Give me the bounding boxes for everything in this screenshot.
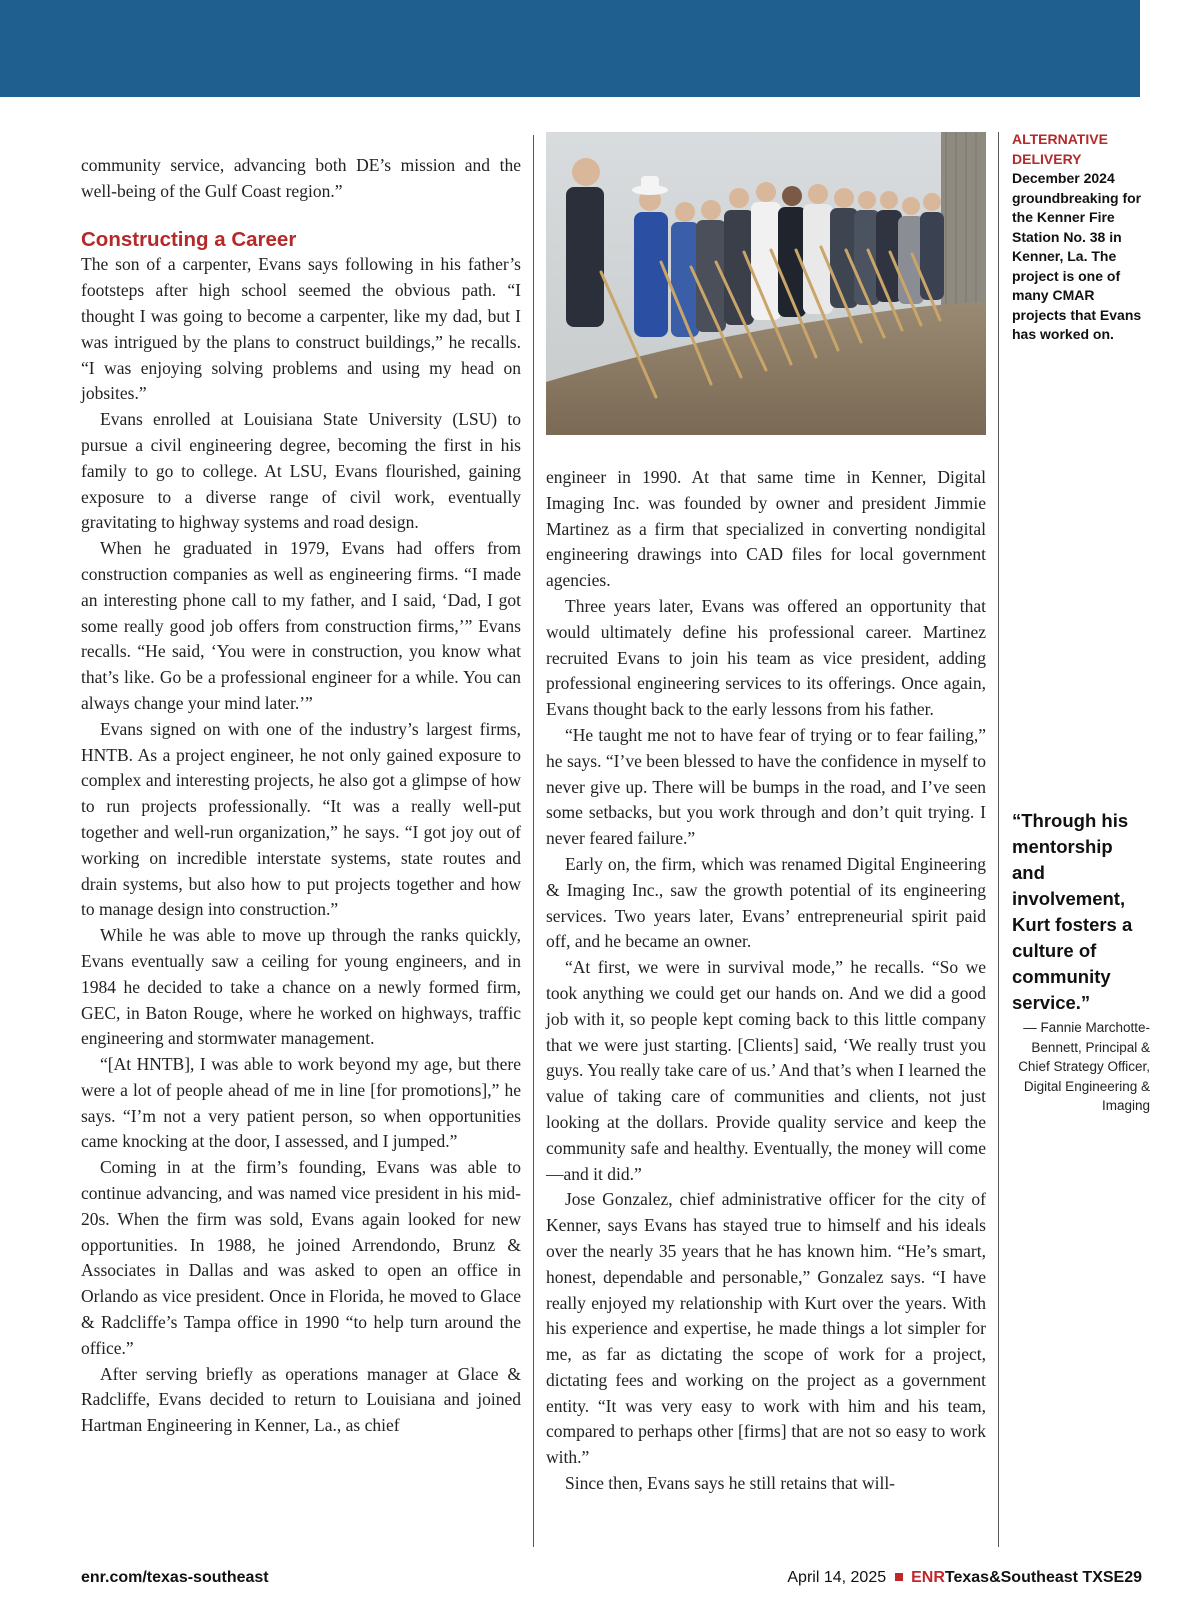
pull-quote-attribution: — Fannie Marchotte-Bennett, Principal & Chief Strategy Officer, Digital Engineering & Imaging: [1018, 1020, 1150, 1113]
article-column-middle: [546, 465, 986, 1497]
square-bullet-icon: [895, 1573, 903, 1581]
photo-caption: [1012, 130, 1150, 345]
photo-illustration: [546, 132, 986, 435]
paragraph: community service, advancing both DE’s mission and the well-being of the Gulf Coast region.”: [81, 155, 521, 201]
paragraph: Evans enrolled at Louisiana State University (LSU) to pursue a civil engineering degree, becoming the first in his family to go to college. At LSU, Evans flourished, gaining exposure to a diverse range of civil work, eventually gravitating to highway systems and road design.: [81, 409, 521, 533]
paragraph: After serving briefly as operations manager at Glace & Radcliffe, Evans decided to return to Louisiana and joined Hartman Engineering in Kenner, La., as chief: [81, 1363, 521, 1436]
paragraph: Since then, Evans says he still retains that will-: [565, 1473, 896, 1494]
footer-folio: [787, 1568, 1142, 1588]
paragraph: engineer in 1990. At that same time in Kenner, Digital Imaging Inc. was founded by owner and president Jimmie Martinez as a firm that specialized in converting nondigital engineering drawings into CAD files for local government agencies.: [546, 467, 986, 591]
caption-text: December 2024 groundbreaking for the Kenner Fire Station No. 38 in Kenner, La. The project is one of many CMAR projects that Evans has worked on.: [1012, 170, 1142, 342]
paragraph: When he graduated in 1979, Evans had offers from construction companies as well as engineering firms. “I made an interesting phone call to my father, and I said, ‘Dad, I got some really good job offers from construction firms,’” Evans recalls. “He said, ‘You were in construction, you know what that’s like. Go be a professional engineer for a while. You can always change your mind later.’”: [81, 538, 521, 713]
paragraph: “He taught me not to have fear of trying or to fear failing,” he says. “I’ve been blessed to have the confidence in myself to never give up. There will be bumps in the road, and I’ve seen some setbacks, but you work through and don’t quit trying. I never feared failure.”: [546, 724, 986, 849]
column-divider: [533, 135, 534, 1547]
paragraph: Coming in at the firm’s founding, Evans was able to continue advancing, and was named vice president in his mid-20s. When the firm was sold, Evans again looked for new opportunities. In 1988, he joined Arrendondo, Brunz & Associates in Dallas and was asked to open an office in Orlando as vice president. Once in Florida, he moved to Glace & Radcliffe’s Tampa office in 1990 “to help turn around the office.”: [81, 1157, 521, 1358]
pull-quote-text: “Through his mentorship and involvement, Kurt fosters a culture of community service.”: [1012, 810, 1133, 1013]
paragraph: Early on, the firm, which was renamed Digital Engineering & Imaging Inc., saw the growth potential of its engineering services. Two years later, Evans’ entrepreneurial spirit paid off, and he became an owner.: [546, 853, 986, 952]
article-column-left: [81, 153, 521, 1439]
header-color-band: [0, 0, 1140, 97]
paragraph: “[At HNTB], I was able to work beyond my age, but there were a lot of people ahead of me in line [for promotions],” he says. “I’m not a very patient person, so when opportunities came knocking at the door, I assessed, and I jumped.”: [81, 1054, 521, 1152]
footer-date: April 14, 2025: [787, 1569, 887, 1586]
footer-url: enr.com/texas-southeast: [81, 1569, 269, 1586]
paragraph: While he was able to move up through the ranks quickly, Evans eventually saw a ceiling for young engineers, and in 1984 he decided to take a chance on a newly formed firm, GEC, in Baton Rouge, where he worked on highways, traffic engineering and stormwater management.: [81, 925, 521, 1049]
pull-quote: [1012, 808, 1150, 1116]
paragraph: Evans signed on with one of the industry’s largest firms, HNTB. As a project engineer, he not only gained exposure to complex and interesting projects, he also got a glimpse of how to run projects professionally. “It was a really well-put together and well-run organization,” he says. “I got joy out of working on incredible interstate systems, state routes and drain systems, but also how to put projects together and how to manage design into construction.”: [81, 718, 521, 920]
footer-brand: ENR: [911, 1569, 945, 1586]
column-divider: [998, 132, 999, 1547]
paragraph: “At first, we were in survival mode,” he recalls. “So we took anything we could get our hands on. And we did a good job with it, so people kept coming back to this little company that we were just starting. [Clients] said, ‘We really trust you guys. You really take care of us.’ And that’s when I learned the value of taking care of communities and clients, not just looking at the dollars. Provide quality service and keep the community safe and healthy. Eventually, the money will come—and it did.”: [546, 957, 986, 1184]
paragraph: The son of a carpenter, Evans says following in his father’s footsteps after high school seemed the obvious path. “I thought I was going to become a carpenter, like my dad, but I was intrigued by the plans to construct buildings,” he recalls. “I was enjoying solving problems and using my head on jobsites.”: [81, 254, 521, 404]
paragraph: Jose Gonzalez, chief administrative officer for the city of Kenner, says Evans has stayed true to himself and his ideals over the nearly 35 years that he has known him. “He’s smart, honest, dependable and personable,” Gonzalez says. “I have really enjoyed my relationship with Kurt over the years. With his experience and expertise, he made things a lot simpler for me, as far as dictating the scope of work for a project, dictating fees and working on the project as a government entity. “It was very easy to work with him and his team, compared to perhaps other [firms] that are not so easy to work with.”: [546, 1189, 986, 1468]
footer-publication: Texas&Southeast TXSE29: [944, 1569, 1142, 1586]
paragraph: Three years later, Evans was offered an opportunity that would ultimately define his professional career. Martinez recruited Evans to join his team as vice president, adding professional engineering services to its offerings. Once again, Evans thought back to the early lessons from his father.: [546, 595, 986, 720]
section-heading: Constructing a Career: [81, 227, 297, 251]
groundbreaking-photo: [546, 132, 986, 435]
caption-kicker: ALTERNATIVE DELIVERY: [1012, 131, 1108, 167]
